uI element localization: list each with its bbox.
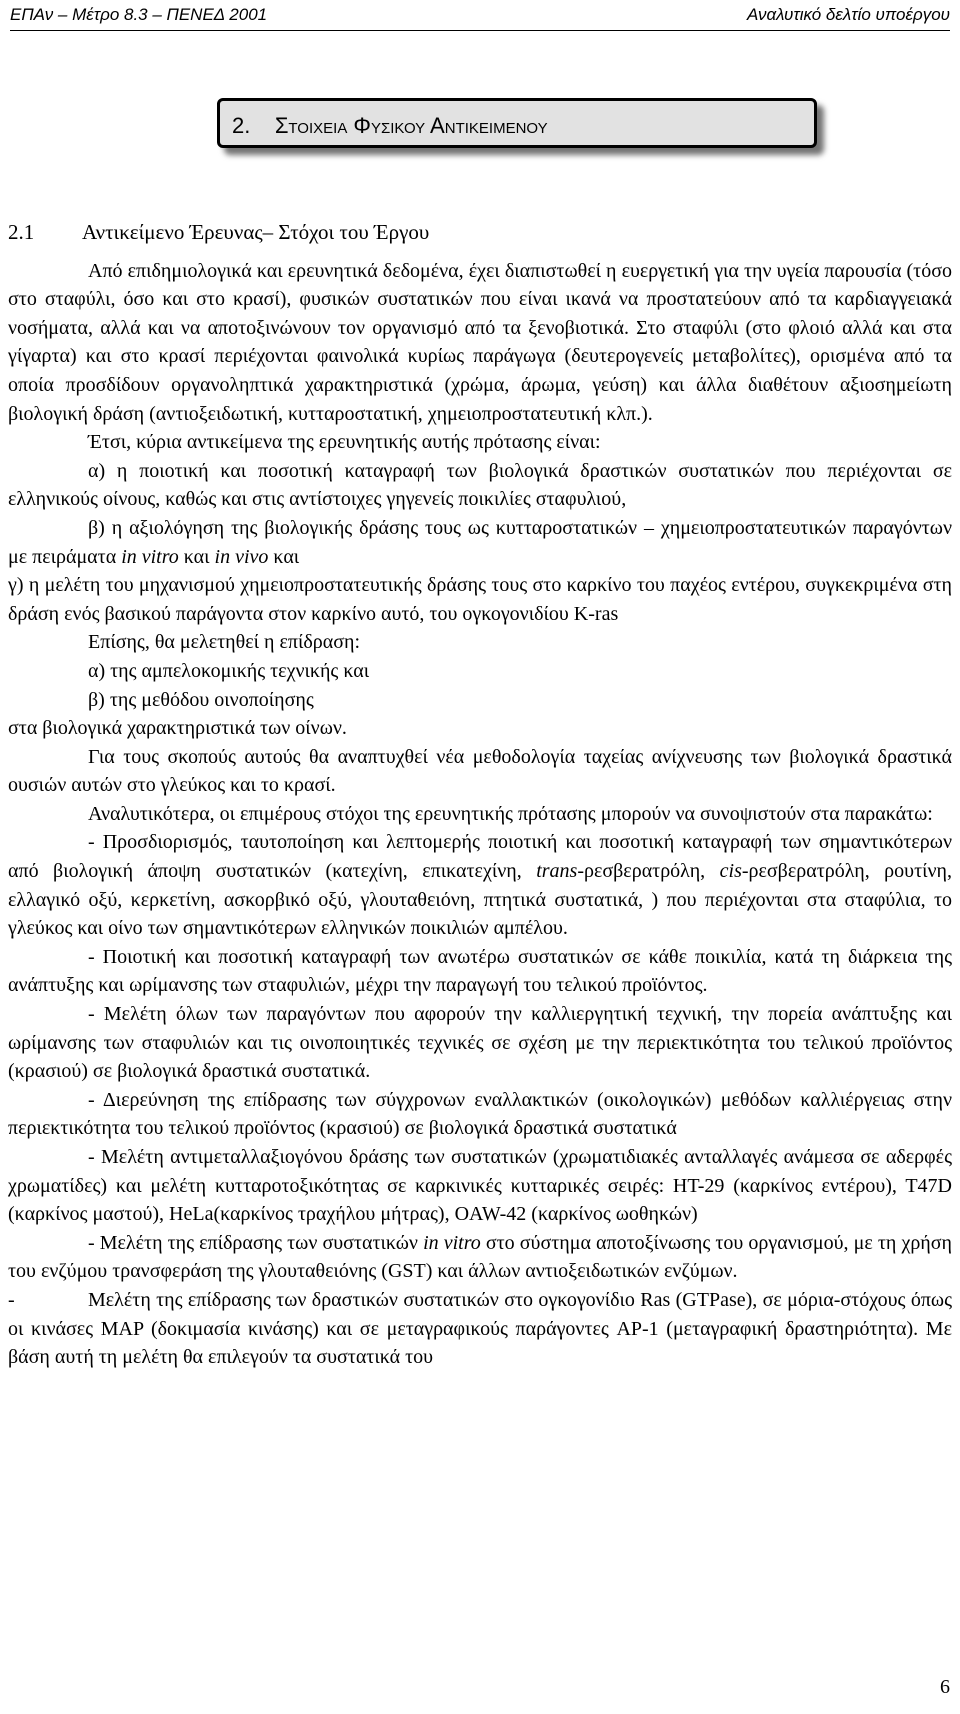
- in-vitro-term: in vitro: [121, 545, 179, 568]
- section-number: 2.: [232, 113, 251, 138]
- header-right: Αναλυτικό δελτίο υποέργου: [746, 5, 950, 24]
- subsection-number: 2.1: [8, 220, 35, 244]
- section-title: Στοιχεια Φυσικου Αντικειμενου: [274, 113, 548, 138]
- objective-b-connector: και: [178, 545, 215, 568]
- goal-identification-text: - Προσδιορισμός, ταυτοποίηση και λεπτομερής ποιοτική και ποσοτική καταγραφή των σημαντικότερων από βιολογική άποψη συστατικών (κατεχίνη, επικατεχίνη,: [8, 831, 952, 883]
- paragraph-objectives-lead: Έτσι, κύρια αντικείμενα της ερευνητικής αυτής πρότασης είναι:: [88, 431, 601, 454]
- paragraph-also-b: β) της μεθόδου οινοποίησης: [88, 688, 314, 711]
- goal-detox-text: - Μελέτη της επίδρασης των συστατικών: [88, 1231, 424, 1254]
- paragraph-objective-b: [8, 514, 952, 571]
- paragraph-goal-detox: [8, 1229, 952, 1286]
- trans-prefix: trans: [536, 860, 578, 883]
- paragraph-also: Επίσης, θα μελετηθεί η επίδραση:: [88, 631, 361, 654]
- goal-ras-text: Μελέτη της επίδρασης των δραστικών συστατικών στο ογκογονίδιο Ras (GTPase), σε μόρια-στόχους όπως οι κινάσες MAP (δοκιμασία κινάσης) και σε μεταγραφικούς παράγοντες AP-1 (μεταγραφική δραστηριότητα). Με βάση αυτή τη μελέτη θα επιλεγούν τα συστατικά του: [8, 1288, 952, 1369]
- paragraph-methodology: Για τους σκοπούς αυτούς θα αναπτυχθεί νέα μεθοδολογία ταχείας ανίχνευσης των βιολογικά δραστικά ουσιών αυτών στο γλεύκος και το κρασί.: [8, 745, 952, 797]
- paragraph-also-a: α) της αμπελοκομικής τεχνικής και: [88, 659, 370, 682]
- paragraph-goal-identification: [8, 828, 952, 942]
- running-header: [10, 2, 950, 31]
- cis-prefix: cis: [719, 860, 742, 883]
- bullet-dash: -: [8, 1288, 15, 1311]
- section-heading-box: [217, 98, 817, 148]
- in-vitro-term-2: in vitro: [423, 1231, 481, 1254]
- paragraph-goal-recording: - Ποιοτική και ποσοτική καταγραφή των ανωτέρω συστατικών σε κάθε ποικιλία, κατά τη διάρκεια της ανάπτυξης και ωρίμανσης των σταφυλιών, μέχρι την παραγωγή του τελικού προϊόντος.: [8, 945, 952, 997]
- paragraph-intro: Από επιδημιολογικά και ερευνητικά δεδομένα, έχει διαπιστωθεί η ευεργετική για την υγεία παρουσία (τόσο στο σταφύλι, όσο και στο κρασί), φυσικών συστατικών που είναι ικανά να προστατεύουν από τα καρδιαγγειακά νοσήματα, αλλά και να αποτοξινώνουν τον οργανισμό από τα ξενοβιοτικά. Στο σταφύλι (στο φλοιό αλλά και στα γίγαρτα) και στο κρασί περιέχονται φαινολικά κυρίως παράγωγα (δευτερογενείς μεταβολίτες), ορισμένα από τα οποία προσδίδουν οργανοληπτικά χαρακτηριστικά (χρώμα, άρωμα, γεύση) και άλλα διαθέτουν αξιοσημείωτη βιολογική δράση (αντιοξειδωτική, κυτταροστατική, χημειοπροστατευτική κλπ.).: [8, 259, 952, 425]
- paragraph-goal-factors: - Μελέτη όλων των παραγόντων που αφορούν την καλλιεργητική τεχνική, την πορεία ανάπτυξης και ωρίμανσης των σταφυλιών και τις οινοποιητικές τεχνικές σε σχέση με την περιεκτικότητα του τελικού προϊόντος (κρασιού) σε βιολογικά δραστικά συστατικά.: [8, 1003, 952, 1083]
- paragraph-objective-a: α) η ποιοτική και ποσοτική καταγραφή των βιολογικά δραστικών συστατικών που περιέχονται σε ελληνικούς οίνους, καθώς και στις αντίστοιχες γηγενείς ποικιλίες σταφυλιού,: [8, 459, 952, 511]
- header-left: ΕΠΑν – Μέτρο 8.3 – ΠΕΝΕΔ 2001: [10, 5, 268, 24]
- paragraph-also-end: στα βιολογικά χαρακτηριστικά των οίνων.: [8, 717, 347, 740]
- paragraph-goal-antimutagenic: - Μελέτη αντιμεταλλαξιογόνου δράσης των συστατικών (χρωματιδιακές ανταλλαγές ανάμεσα σε αδερφές χρωματίδες) και μελέτη κυτταροτοξικότητας σε καρκινικές κυτταρικές σειρές: HT-29 (καρκίνος εντέρου), T47D (καρκίνος μαστού), HeLa(καρκίνος τραχήλου μήτρας), OAW-42 (καρκίνος ωοθηκών): [8, 1146, 952, 1226]
- paragraph-goal-ras: [8, 1286, 952, 1372]
- paragraph-detailed-goals: Αναλυτικότερα, οι επιμέρους στόχοι της ερευνητικής πρότασης μπορούν να συνοψιστούν στα παρακάτω:: [88, 802, 933, 825]
- objective-b-end: και: [268, 545, 300, 568]
- subsection-heading: [8, 218, 952, 247]
- paragraph-goal-alternative-methods: - Διερεύνηση της επίδρασης των σύγχρονων εναλλακτικών (οικολογικών) μεθόδων καλλιέργειας στην περιεκτικότητα του τελικού προϊόντος (κρασιού) σε βιολογικά δραστικά συστατικά: [8, 1088, 952, 1140]
- goal-identification-end: -ρεσβερατρόλη, ρουτίνη, ελλαγικό οξύ, κερκετίνη, ασκορβικό οξύ, γλουταθειόνη, πτητικά συστατικά, ) που περιέχονται στα σταφύλια, το γλεύκος και οίνο των σημαντικότερων ελληνικών ποικιλιών αμπέλου.: [8, 860, 952, 940]
- document-body: [8, 218, 952, 1372]
- objective-b-text: β) η αξιολόγηση της βιολογικής δράσης τους ως κυτταροστατικών – χημειοπροστατευτικών παραγόντων με πειράματα: [8, 516, 952, 568]
- page-number: 6: [940, 1676, 950, 1698]
- goal-detox-end: στο σύστημα αποτοξίνωσης του οργανισμού, με τη χρήση του ενζύμου τρανσφεράση της γλουταθειόνης (GST) και άλλων αντιοξειδωτικών ενζύμων.: [8, 1231, 952, 1283]
- paragraph-objective-c: γ) η μελέτη του μηχανισμού χημειοπροστατευτικής δράσης τους στο καρκίνο του παχέος εντέρου, συγκεκριμένα στη δράση ενός βασικού παράγοντα στον καρκίνο αυτό, του ογκογονιδίου K-ras: [8, 574, 952, 625]
- subsection-title: Αντικείμενο Έρευνας– Στόχοι του Έργου: [82, 220, 430, 244]
- goal-identification-mid: -ρεσβερατρόλη,: [577, 860, 720, 883]
- in-vivo-term: in vivo: [214, 545, 269, 568]
